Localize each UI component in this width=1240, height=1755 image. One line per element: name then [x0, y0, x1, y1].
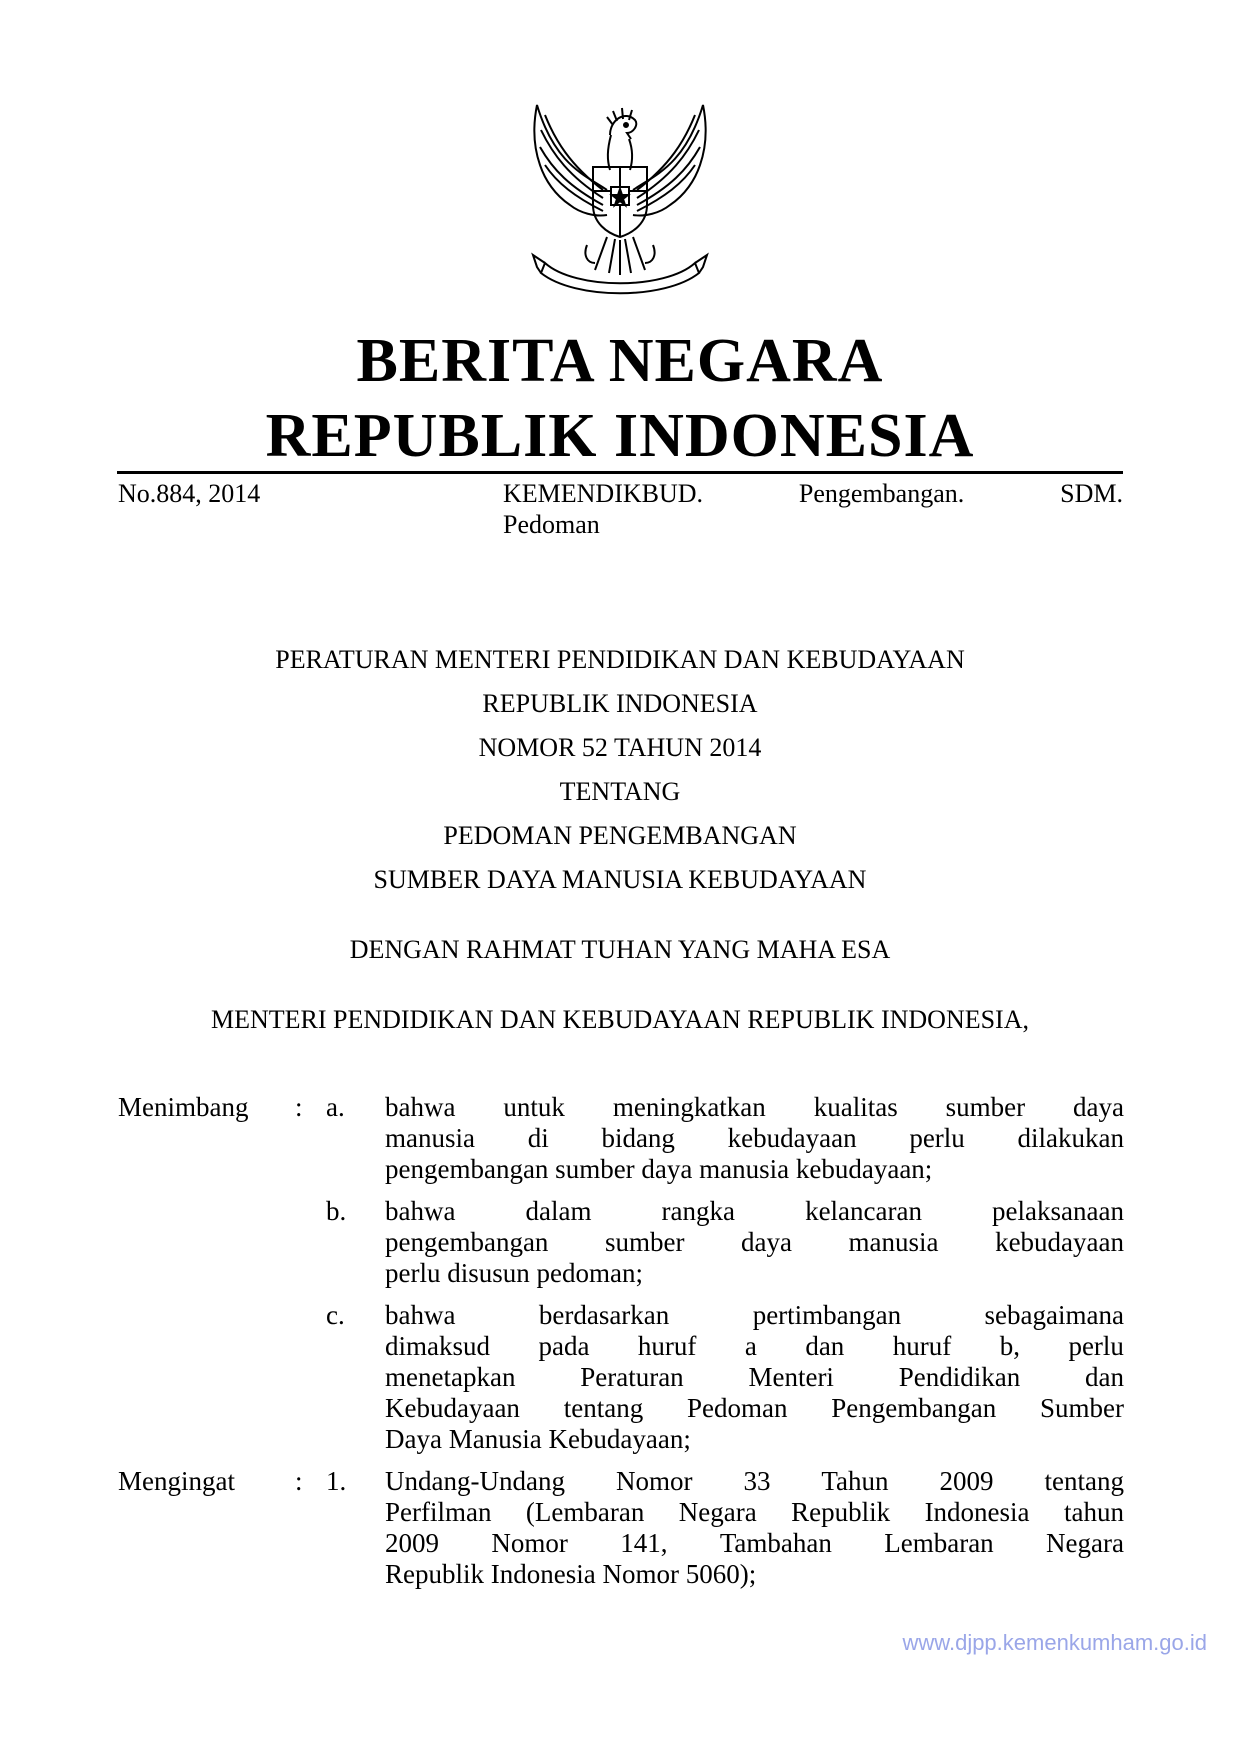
word: 2009 — [385, 1528, 439, 1558]
word: dilakukan — [1017, 1123, 1124, 1153]
word: Nomor — [615, 1466, 693, 1496]
word: Undang-Undang — [385, 1466, 565, 1496]
gazette-subject-word: SDM. — [1060, 479, 1123, 508]
word: huruf — [892, 1331, 952, 1361]
garuda-emblem-icon — [515, 95, 725, 305]
word: dalam — [525, 1196, 592, 1226]
word: Kebudayaan — [385, 1393, 520, 1423]
text-line: perlu disusun pedoman; — [385, 1258, 643, 1288]
gazette-number: No.884, 2014 — [118, 479, 261, 508]
word: Peraturan — [580, 1362, 684, 1392]
word: Negara — [1046, 1528, 1124, 1558]
word: daya — [741, 1227, 792, 1257]
item-text — [385, 1300, 1124, 1455]
word: huruf — [637, 1331, 697, 1361]
word: Pendidikan — [898, 1362, 1021, 1392]
word: sebagaimana — [984, 1300, 1124, 1330]
text-line — [385, 1528, 1124, 1559]
word: Lembaran — [884, 1528, 994, 1558]
text-line — [385, 1300, 1124, 1331]
text-line — [385, 1123, 1124, 1154]
word: Menteri — [748, 1362, 834, 1392]
word: Tahun — [821, 1466, 889, 1496]
gazette-subject — [503, 478, 1123, 540]
regulation-heading-line: REPUBLIK INDONESIA — [482, 689, 758, 718]
word: dan — [1085, 1362, 1124, 1392]
word: bidang — [601, 1123, 675, 1153]
item-text — [385, 1196, 1124, 1289]
text-line — [385, 1466, 1124, 1497]
word: bahwa — [385, 1092, 456, 1122]
text-line: pengembangan sumber daya manusia kebudayaan; — [385, 1154, 933, 1184]
text-line — [385, 1227, 1124, 1258]
gazette-subject-word: Pengembangan. — [798, 479, 965, 508]
masthead-divider — [117, 471, 1123, 474]
word: menetapkan — [385, 1362, 516, 1392]
word: di — [527, 1123, 549, 1153]
word: manusia — [848, 1227, 939, 1257]
mengingat-colon: : — [295, 1466, 303, 1496]
word: kebudayaan — [727, 1123, 857, 1153]
text-line: Daya Manusia Kebudayaan; — [385, 1424, 691, 1454]
item-marker: a. — [326, 1092, 345, 1122]
text-line — [385, 1362, 1124, 1393]
word: sumber — [945, 1092, 1026, 1122]
item-marker: c. — [326, 1300, 345, 1330]
text-line — [385, 1196, 1124, 1227]
word: perlu — [1068, 1331, 1124, 1361]
word: b, — [999, 1331, 1020, 1361]
word: untuk — [503, 1092, 565, 1122]
invocation: DENGAN RAHMAT TUHAN YANG MAHA ESA — [349, 935, 891, 964]
regulation-heading-line: PEDOMAN PENGEMBANGAN — [443, 821, 797, 850]
word: 33 — [743, 1466, 771, 1496]
text-line — [385, 1092, 1124, 1123]
item-text — [385, 1466, 1124, 1590]
word: kualitas — [813, 1092, 898, 1122]
gazette-subject-word: KEMENDIKBUD. — [503, 479, 704, 508]
word: Pedoman — [686, 1393, 788, 1423]
word: Pengembangan — [831, 1393, 997, 1423]
word: pertimbangan — [752, 1300, 902, 1330]
word: dan — [805, 1331, 845, 1361]
word: berdasarkan — [538, 1300, 670, 1330]
word: Tambahan — [719, 1528, 832, 1558]
word: manusia — [385, 1123, 475, 1153]
word: bahwa — [385, 1300, 456, 1330]
word: daya — [1073, 1092, 1124, 1122]
menimbang-colon: : — [295, 1092, 303, 1122]
masthead-title-line1: BERITA NEGARA — [356, 327, 884, 395]
item-text — [385, 1092, 1124, 1185]
word: (Lembaran — [525, 1497, 645, 1527]
word: a — [744, 1331, 757, 1361]
word: Republik — [791, 1497, 891, 1527]
regulation-heading-line: SUMBER DAYA MANUSIA KEBUDAYAAN — [373, 865, 867, 894]
word: tahun — [1063, 1497, 1124, 1527]
word: kelancaran — [805, 1196, 922, 1226]
word: pengembangan — [385, 1227, 549, 1257]
item-marker: b. — [326, 1196, 347, 1226]
word: tentang — [563, 1393, 644, 1423]
word: tentang — [1044, 1466, 1124, 1496]
word: 141, — [620, 1528, 668, 1558]
word: rangka — [661, 1196, 736, 1226]
item-marker: 1. — [326, 1466, 347, 1496]
menimbang-label: Menimbang — [118, 1092, 249, 1122]
mengingat-label: Mengingat — [118, 1466, 235, 1496]
masthead-title-line2: REPUBLIK INDONESIA — [265, 402, 975, 470]
word: meningkatkan — [612, 1092, 766, 1122]
footer-website-link[interactable]: www.djpp.kemenkumham.go.id — [902, 1630, 1207, 1655]
text-line: Republik Indonesia Nomor 5060); — [385, 1559, 757, 1589]
text-line — [385, 1393, 1124, 1424]
word: perlu — [909, 1123, 965, 1153]
word: pelaksanaan — [992, 1196, 1124, 1226]
regulation-heading-line: TENTANG — [559, 777, 681, 806]
word: sumber — [604, 1227, 685, 1257]
word: kebudayaan — [995, 1227, 1124, 1257]
word: Negara — [678, 1497, 757, 1527]
word: Perfilman — [385, 1497, 492, 1527]
issuer: MENTERI PENDIDIKAN DAN KEBUDAYAAN REPUBLIK INDONESIA, — [210, 1005, 1029, 1034]
regulation-heading-line: PERATURAN MENTERI PENDIDIKAN DAN KEBUDAYAAN — [275, 645, 965, 674]
word: Sumber — [1040, 1393, 1124, 1423]
word: Nomor — [491, 1528, 568, 1558]
gazette-subject-line2: Pedoman — [503, 510, 600, 539]
text-line — [385, 1497, 1124, 1528]
word: bahwa — [385, 1196, 456, 1226]
word: pada — [538, 1331, 590, 1361]
text-line — [385, 1331, 1124, 1362]
word: 2009 — [939, 1466, 994, 1496]
word: dimaksud — [385, 1331, 490, 1361]
word: Indonesia — [924, 1497, 1030, 1527]
regulation-heading-line: NOMOR 52 TAHUN 2014 — [478, 733, 762, 762]
